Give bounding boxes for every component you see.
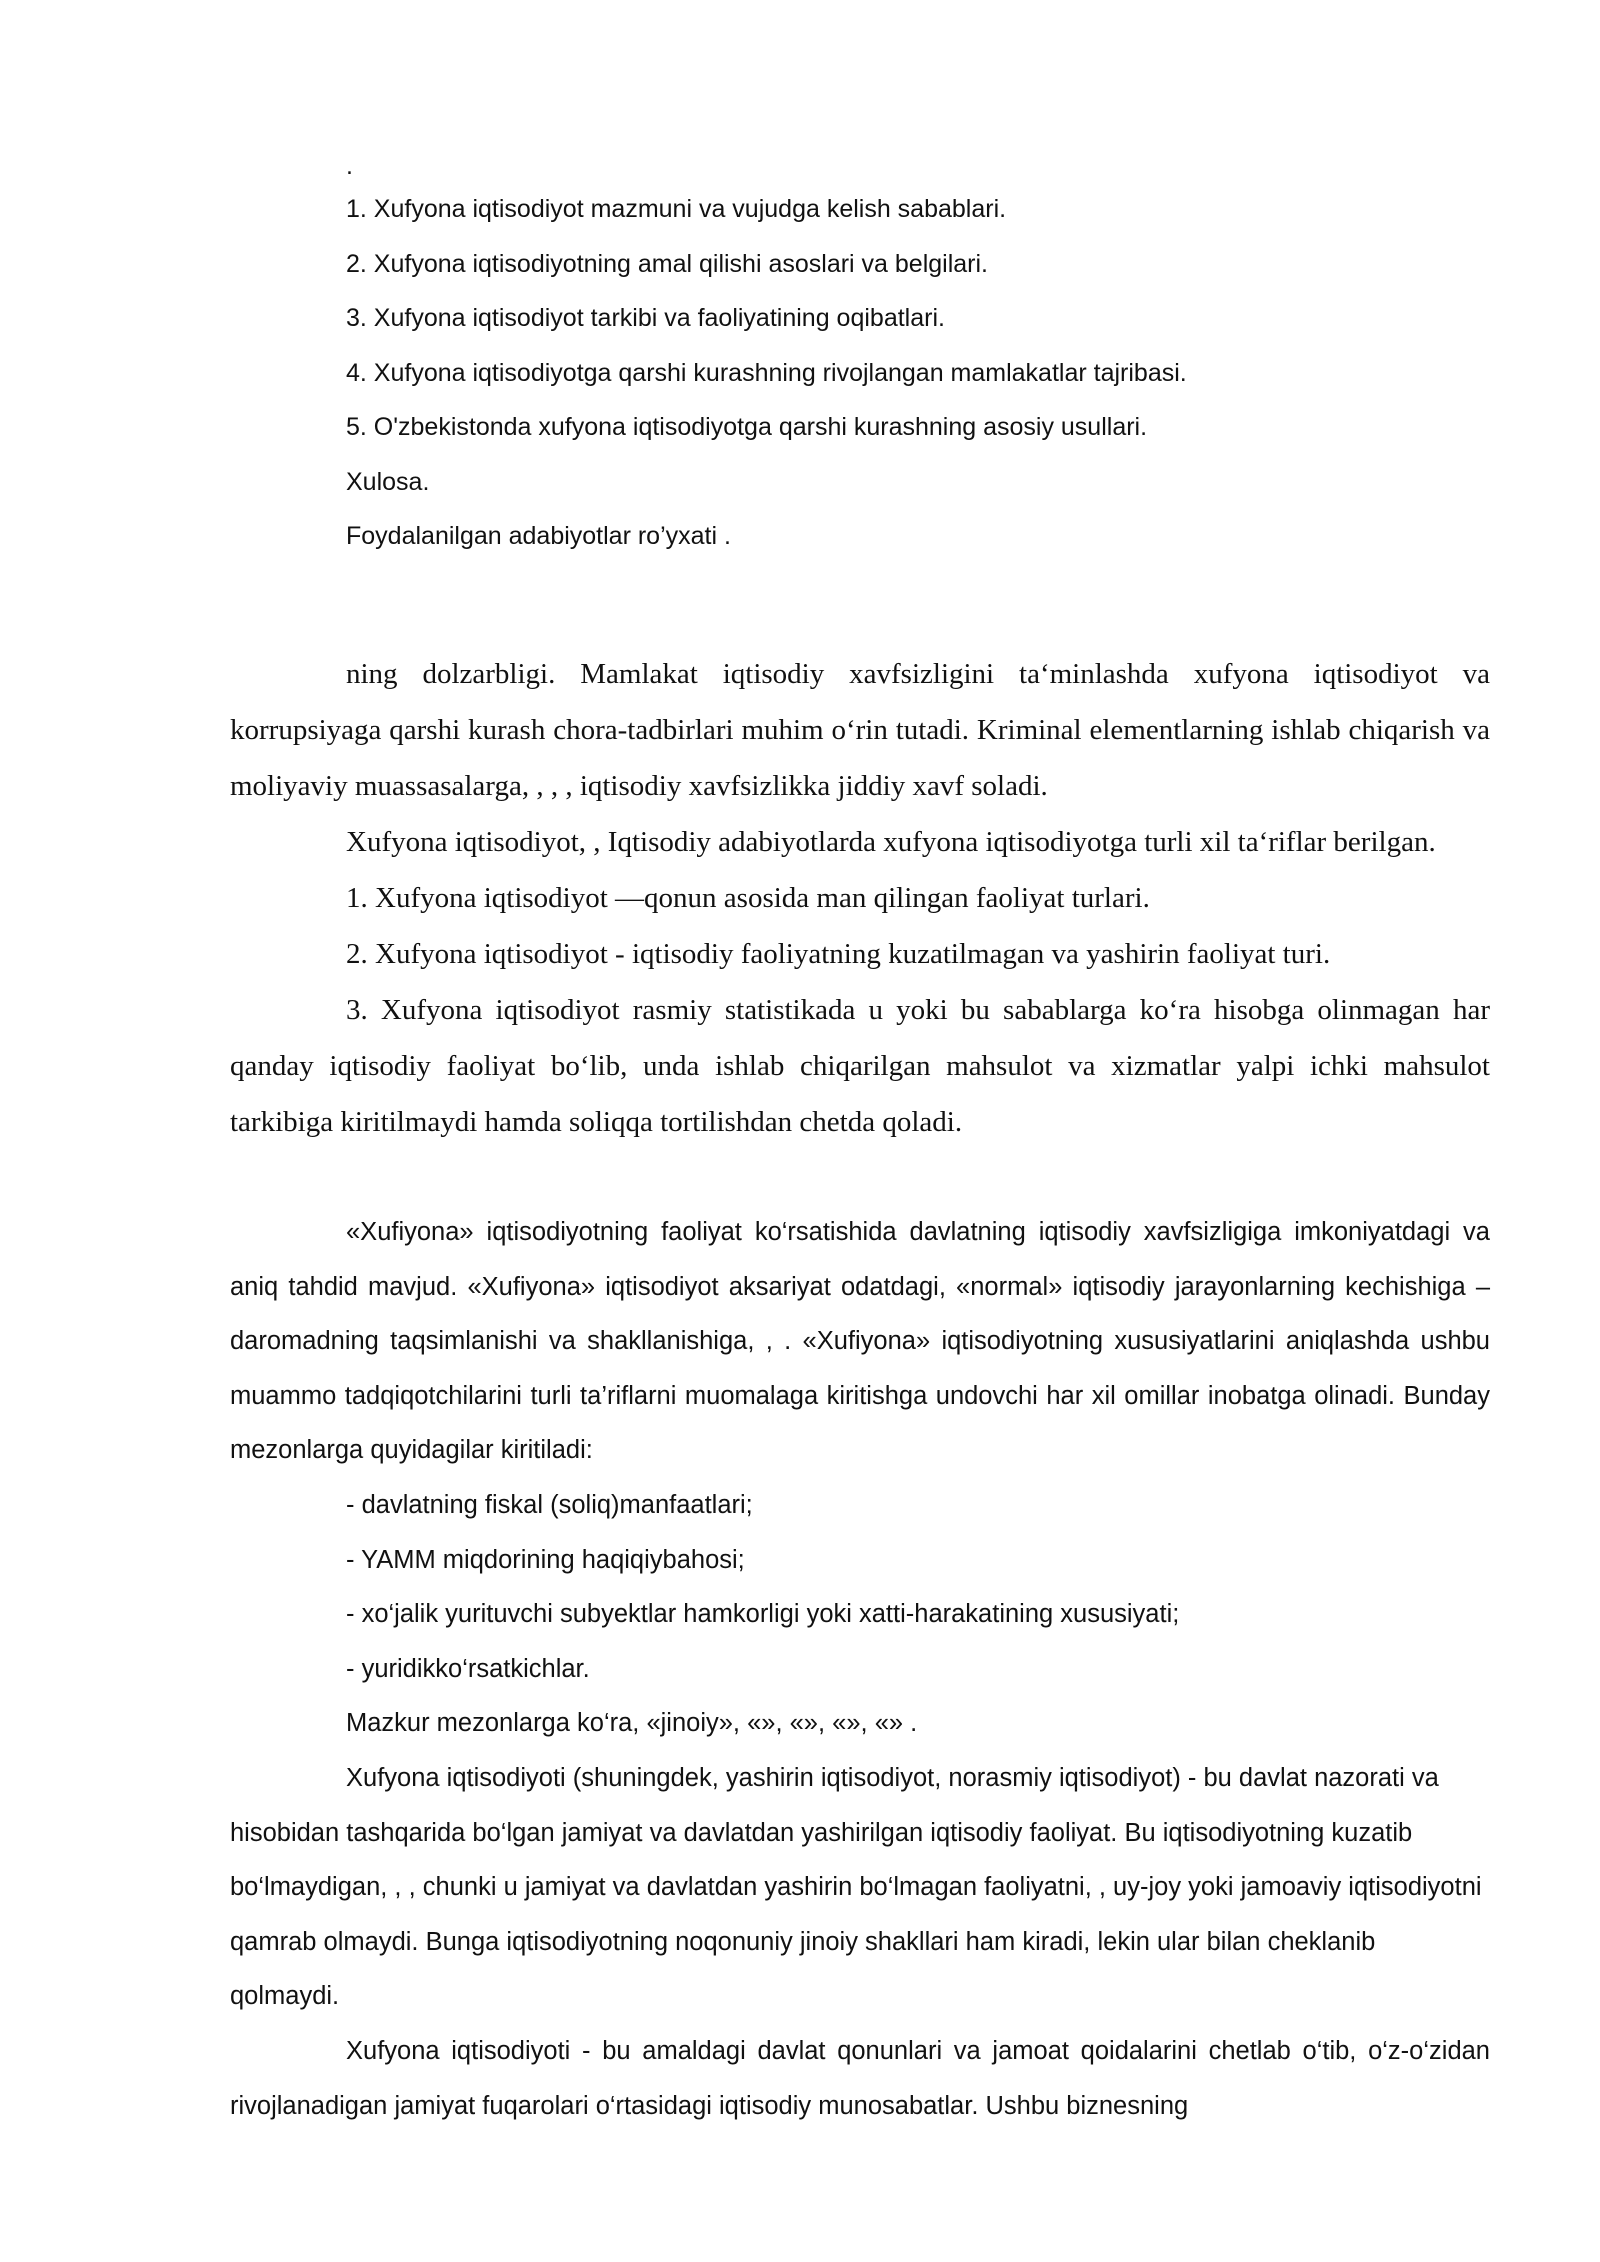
toc-item-conclusion: Xulosa. [346,467,430,496]
paragraph-definitions-intro: Xufyona iqtisodiyot, , Iqtisodiy adabiyotlarda xufyona iqtisodiyotga turli xil ta‘riflar berilgan. [346,826,1436,858]
paragraph-shadow-economy-definition: Xufyona iqtisodiyoti (shuningdek, yashirin iqtisodiyot, norasmiy iqtisodiyot) - bu davlat nazorati va hisobidan tashqarida bo‘lgan jamiyat va davlatdan yashirilgan iqtisodiy faoliyat. Bu iqtisodiyotning kuzatib bo‘lmaydigan, , , chunki u jamiyat va davlatdan yashirin bo‘lmagan faoliyatni, , uy-joy yoki jamoaviy iqtisodiyotni qamrab olmaydi. Bunga iqtisodiyotning noqonuniy jinoiy shakllari ham kiradi, lekin ular bilan cheklanib qolmaydi. [230,1763,1482,2011]
criteria-item: - davlatning fiskal (soliq)manfaatlari; [346,1490,753,1519]
criteria-item: - YAMM miqdorining haqiqiybahosi; [346,1545,745,1574]
definition-3: 3. Xufyona iqtisodiyot rasmiy statistikada u yoki bu sabablarga ko‘ra hisobga olinmagan har qanday iqtisodiy faoliyat bo‘lib, unda ishlab chiqarilgan mahsulot va xizmatlar yalpi ichki mahsulot tarkibiga kiritilmaydi hamda soliqqa tortilishdan chetda qoladi. [230,994,1490,1138]
sans-section [230,1205,1490,2133]
paragraph-shadow-economy-relations: Xufyona iqtisodiyoti - bu amaldagi davlat qonunlari va jamoat qoidalarini chetlab o‘tib, o‘z-o‘zidan rivojlanadigan jamiyat fuqarolari o‘rtasidagi iqtisodiy munosabatlar. Ushbu biznesning [230,2036,1490,2120]
definition-1: 1. Xufyona iqtisodiyot —qonun asosida man qilingan faoliyat turlari. [346,882,1150,914]
paragraph-relevance: ning dolzarbligi. Mamlakat iqtisodiy xavfsizligini ta‘minlashda xufyona iqtisodiyot va korrupsiyaga qarshi kurash chora-tadbirlari muhim o‘rin tutadi. Kriminal elementlarning ishlab chiqarish va moliyaviy muassasalarga, , , , iqtisodiy xavfsizlikka jiddiy xavf soladi. [230,658,1490,802]
paragraph-categories: Mazkur mezonlarga ko‘ra, «jinoiy», «», «», «», «» . [346,1709,918,1738]
toc-dot: . [346,152,353,180]
toc-item-references: Foydalanilgan adabiyotlar ro’yxati . [346,522,731,550]
table-of-contents [346,150,1496,564]
criteria-item: - yuridikko‘rsatkichlar. [346,1654,590,1683]
criteria-item: - xo‘jalik yurituvchi subyektlar hamkorligi yoki xatti-harakatining xususiyati; [346,1600,1180,1629]
toc-item: 5. O'zbekistonda xufyona iqtisodiyotga qarshi kurashning asosiy usullari. [346,413,1148,441]
definition-2: 2. Xufyona iqtisodiyot - iqtisodiy faoliyatning kuzatilmagan va yashirin faoliyat turi. [346,938,1331,970]
toc-item: 3. Xufyona iqtisodiyot tarkibi va faoliyatining oqibatlari. [346,304,945,332]
toc-item: 2. Xufyona iqtisodiyotning amal qilishi asoslari va belgilari. [346,249,989,278]
serif-section [230,646,1490,1150]
toc-item: 1. Xufyona iqtisodiyot mazmuni va vujudga kelish sabablari. [346,195,1007,223]
toc-item: 4. Xufyona iqtisodiyotga qarshi kurashning rivojlangan mamlakatlar tajribasi. [346,358,1187,387]
paragraph-criteria: «Xufiyona» iqtisodiyotning faoliyat ko‘rsatishida davlatning iqtisodiy xavfsizligiga imkoniyatdagi va aniq tahdid mavjud. «Xufiyona» iqtisodiyot aksariyat odatdagi, «normal» iqtisodiy jarayonlarning kechishiga – daromadning taqsimlanishi va shakllanishiga, , . «Xufiyona» iqtisodiyotning xususiyatlarini aniqlashda ushbu muammo tadqiqotchilarini turli ta’riflarni muomalaga kiritishga undovchi har xil omillar inobatga olinadi. Bunday mezonlarga quyidagilar kiritiladi: [230,1218,1490,1465]
